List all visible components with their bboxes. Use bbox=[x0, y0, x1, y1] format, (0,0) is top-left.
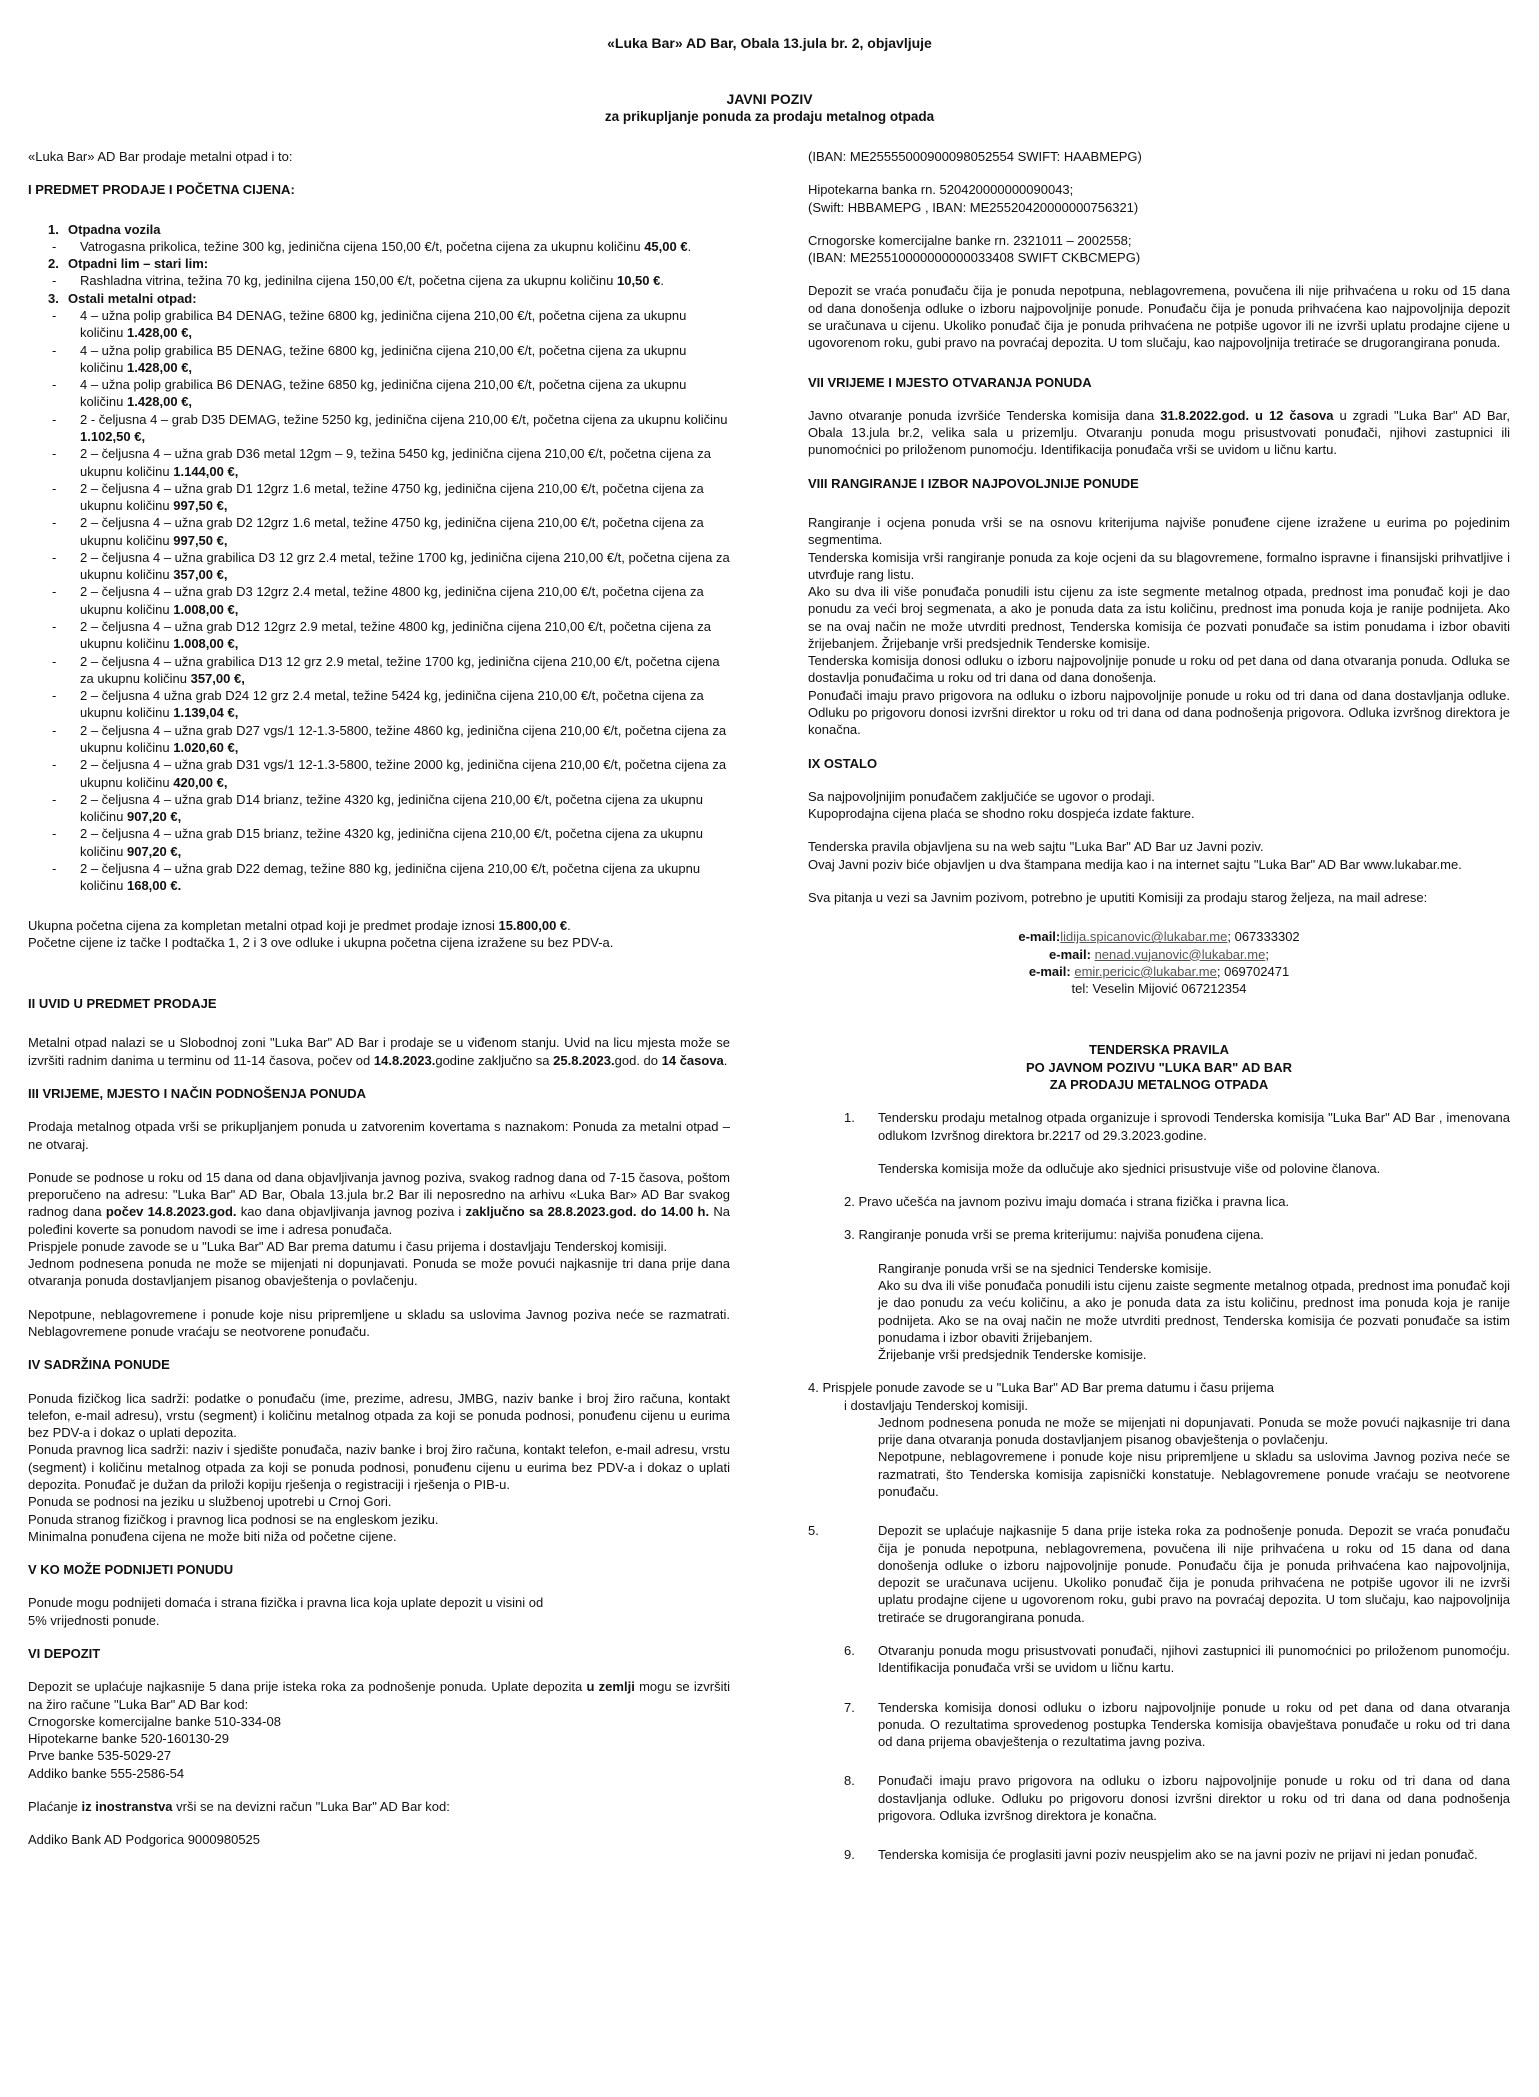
metal-item: - 2 – čeljusna 4 – užna grab D36 metal 12gm – 9, težina 5450 kg, jedinična cijena 210,00 €/t, početna cijena za ukupnu količinu 1.144,00 €, bbox=[52, 446, 711, 479]
rule-1: 1. Tendersku prodaju metalnog otpada organizuje i sprovodi Tenderska komisija "Luka Bar" AD Bar , imenovana odlukom Izvršnog direktora br.2217 od 29.3.2023.godine. bbox=[844, 1110, 1510, 1143]
metal-item: - 2 – čeljusna 4 – užna grab D12 12grz 2.9 metal, težine 4800 kg, jedinična cijena 210,00 €/t, početna cijena za ukupnu količinu 1.008,00 €, bbox=[52, 619, 711, 652]
item-vehicle: - Vatrogasna prikolica, težine 300 kg, jedinična cijena 150,00 €/t, početna cijena za ukupnu količinu 45,00 €. bbox=[52, 238, 692, 254]
item-group-2: 2. Otpadni lim – stari lim: bbox=[48, 256, 209, 272]
rule-2: 2. Pravo učešća na javnom pozivu imaju domaća i strana fizička i pravna lica. bbox=[844, 1194, 1290, 1210]
email-link-nenad[interactable]: nenad.vujanovic@lukabar.me bbox=[1094, 946, 1266, 962]
rule-9: 9. Tenderska komisija će proglasiti javni poziv neuspjelim ako se na javni poziv ne prijavi ni jedan ponuđač. bbox=[844, 1847, 1478, 1863]
bank-account-addiko: Addiko banke 555-2586-54 bbox=[28, 1765, 185, 1781]
item-sheet-metal: - Rashladna vitrina, težina 70 kg, jedinilna cijena 150,00 €/t, početna cijena za ukupnu količinu 10,50 €. bbox=[52, 273, 664, 289]
section-2-text: Metalni otpad nalazi se u Slobodnoj zoni "Luka Bar" AD Bar i prodaje se u viđenom stanju. Uvid na licu mjesta može se izvršiti radnim danima u terminu od 11-14 časova, počev od 14.8.2023.godine zaključno sa 25.8.2023.god. do 14 časova. bbox=[28, 1035, 730, 1068]
rule-5: 5. Depozit se uplaćuje najkasnije 5 dana prije isteka roka za podnošenje ponuda. Depozit se vraća ponuđaču čija je ponuda nepotpuna, neblagovremena, povučena ili nije prihvaćena u roku od 15 dana od dana donošenja odluke o izboru najpovoljnije ponude. Ponuđaču čija je ponuda prihvaćena kao najpovoljnija, depozit se uračunava ucijenu. Ukoliko ponuđač čija je ponuda prihvaćena ne potpiše ugovor ili ne izvrši uplatu prodajne cijene u ugovorenom roku, gubi pravo na povraćaj depozita. U tom slučaju, kao najpovoljnija tretiraće se drugorangirana ponuda. bbox=[808, 1523, 1510, 1625]
document-subtitle: za prikupljanje ponuda za prodaju metalnog otpada bbox=[604, 109, 935, 124]
rule-3-details: Rangiranje ponuda vrši se na sjednici Tenderske komisije. Ako su dva ili više ponuđača ponudili istu cijenu zaiste segmente metalnog otpada, prednost ima ponuđač koji je dao ponudu za veću količinu, a ako je ponuda data za istu količinu, prednost ima ponuda koja je ranije podnijeta. Ako se na ovaj način ne može utvrditi prednost, Tenderska komisija će pozvati ponuđače sa istim ponudama i izbor obaviti žrijebanjem. Žrijebanje vrši predsjednik Tenderske komisije. bbox=[878, 1260, 1510, 1363]
right-column bbox=[808, 148, 1510, 1864]
section-3-title: III VRIJEME, MJESTO I NAČIN PODNOŠENJA PONUDA bbox=[28, 1085, 367, 1101]
rule-4: 4. Prispjele ponude zavode se u "Luka Bar" AD Bar prema datumu i času prijema bbox=[808, 1380, 1274, 1396]
section-9-p4: Ovaj Javni poziv biće objavljen u dva štampana medija kao i na internet sajtu "Luka Bar" AD Bar www.lukabar.me. bbox=[808, 856, 1462, 872]
contact-3: e-mail: emir.pericic@lukabar.me; 069702471 bbox=[1028, 963, 1290, 979]
publisher-header: «Luka Bar» AD Bar, Obala 13.jula br. 2, objavljuje bbox=[607, 35, 932, 51]
metal-item: - 2 – čeljusna 4 – užna grab D31 vgs/1 12-1.3-5800, težine 2000 kg, jedinična cijena 210,00 €/t, početna cijena za ukupnu količinu 420,00 €, bbox=[52, 757, 727, 790]
item-group-3: 3. Ostali metalni otpad: bbox=[48, 290, 197, 306]
section-3-p5: Nepotpune, neblagovremene i ponude koje nisu pripremljene u skladu sa uslovima Javnog poziva neće se razmatrati. Neblagovremene ponude vraćaju se neotvorene ponuđaču. bbox=[28, 1306, 730, 1340]
rule-1-extra: Tenderska komisija može da odlučuje ako sjednici prisustvuje više od polovine članova. bbox=[878, 1160, 1381, 1176]
section-6-p2: Plaćanje iz inostranstva vrši se na devizni račun "Luka Bar" AD Bar kod: bbox=[28, 1798, 450, 1814]
section-4-p1: Ponuda fizičkog lica sadrži: podatke o ponuđaču (ime, prezime, adresu, JMBG, naziv banke i broj žiro računa, kontakt telefon, e-mail adresu), vrstu (segment) i količinu metalnog otpada za koji se ponuda podnosi, ponuđenu cijenu u eurima bez PDV-a i dokaz o uplati depozita. bbox=[28, 1390, 730, 1441]
bank-account-prva: Prve banke 535-5029-27 bbox=[28, 1748, 172, 1764]
metal-item: - 2 – čeljusna 4 – užna grab D2 12grz 1.6 metal, težine 4750 kg, jedinična cijena 210,00 €/t, početna cijena za ukupnu količinu 997,50 €, bbox=[52, 515, 704, 548]
section-8-p1: Rangiranje i ocjena ponuda vrši se na osnovu kriterijuma najviše ponuđene cijene izražene u eurima po pojedinim segmentima. bbox=[808, 514, 1510, 548]
rule-8: 8. Ponuđači imaju pravo prigovora na odluku o izboru najpovoljnije ponude u roku od tri dana od dana dostavljanja odluke. Odluku po prigovoru donosi izvršni direktor u roku od tri dana od dana podnošenja prigovora. Odluka izvršnog direktora je konačna. bbox=[844, 1773, 1510, 1823]
section-7-title: VII VRIJEME I MJESTO OTVARANJA PONUDA bbox=[808, 374, 1092, 390]
metal-items-list bbox=[28, 307, 730, 895]
metal-item: - 4 – užna polip grabilica B4 DENAG, težine 6800 kg, jedinična cijena 210,00 €/t, početna cijena za ukupnu količinu 1.428,00 €, bbox=[52, 307, 687, 341]
section-9-title: IX OSTALO bbox=[808, 755, 878, 771]
contact-1: e-mail:lidija.spicanovic@lukabar.me; 067333302 bbox=[1018, 929, 1300, 945]
metal-item: - 2 – čeljusna 4 – užna grab D14 brianz, težine 4320 kg, jedinična cijena 210,00 €/t, početna cijena za ukupnu količinu 907,20 €, bbox=[52, 791, 703, 825]
rules-title-1: TENDERSKA PRAVILA bbox=[1088, 1042, 1230, 1058]
rule-4-details: Jednom podnesena ponuda ne može se mijenjati ni dopunjavati. Ponuda se može povući najkasnije tri dana prije dana otvaranja ponuda dostavljanjem pisanog obavještenja o povlačenju. Nepotpune, neblagovremene i ponude koje nisu pripremljene u skladu sa uslovima Javnog poziva neće se razmatrati, što Tenderska komisija zapisnički konstatuje. Neblagovremene ponude vraćaju se neotvorene ponuđaču. bbox=[878, 1414, 1510, 1500]
total-note: Početne cijene iz tačke I podtačka 1, 2 i 3 ove odluke i ukupna početna cijena izražene su bez PDV-a. bbox=[28, 934, 614, 950]
hipotekarna-account: Hipotekarna banka rn. 520420000000090043; bbox=[808, 182, 1074, 198]
section-1-title: I PREDMET PRODAJE I POČETNA CIJENA: bbox=[28, 182, 295, 198]
section-9-p1: Sa najpovoljnijim ponuđačem zaključiće se ugovor o prodaji. bbox=[808, 788, 1155, 804]
section-3-p1: Prodaja metalnog otpada vrši se prikupljanjem ponuda u zatvorenim kovertama s naznakom: Ponuda za metalni otpad – ne otvaraj. bbox=[28, 1119, 730, 1152]
section-4-p4: Ponuda stranog fizičkog i pravnog lica podnosi se na engleskom jeziku. bbox=[28, 1511, 439, 1527]
section-4-p2: Ponuda pravnog lica sadrži: naziv i sjedište ponuđača, naziv banke i broj žiro računa, kontakt telefon, e-mail adresu, vrstu (segment) i količinu metalnog otpada za koji se ponuda podnosi, ponuđenu cijenu u eurima bez PDV-a i dokaz o uplati depozita. Ponuđač je dužan da priloži kopiju rješenja o registraciji i rješenja o PIB-u. bbox=[28, 1442, 730, 1492]
ckb-account: Crnogorske komercijalne banke rn. 2321011 – 2002558; bbox=[808, 232, 1132, 248]
section-5-p1: Ponude mogu podnijeti domaća i strana fizička i pravna lica koja uplate depozit u visini od 5% vrijednosti ponude. bbox=[28, 1595, 544, 1628]
metal-item: - 2 - čeljusna 4 – grab D35 DEMAG, težine 5250 kg, jedinična cijena 210,00 €/t, početna cijena za ukupnu količinu 1.102,50 €, bbox=[52, 411, 728, 444]
document-title: JAVNI POZIV bbox=[726, 91, 813, 107]
section-3-p2: Ponude se podnose u roku od 15 dana od dana objavljivanja javnog poziva, svakog radnog dana od 7-15 časova, poštom preporučeno na adresu: "Luka Bar" AD Bar, Obala 13.jula br.2 Bar ili neposredno na arhivu «Luka Bar» AD Bar svakog radnog dana počev 14.8.2023.god. kao dana objavljivanja javnog poziva i zaključno sa 28.8.2023.god. do 14.00 h. Na poleđini koverte sa ponudom navodi se ime i adresa ponuđača. bbox=[28, 1169, 730, 1237]
section-8-title: VIII RANGIRANJE I IZBOR NAJPOVOLJNIJE PONUDE bbox=[808, 475, 1139, 491]
email-link-emir[interactable]: emir.pericic@lukabar.me bbox=[1074, 963, 1217, 979]
item-group-1: 1. Otpadna vozila bbox=[48, 221, 161, 237]
section-4-title: IV SADRŽINA PONUDE bbox=[28, 1357, 170, 1373]
section-3-p4: Jednom podnesena ponuda ne može se mijenjati ni dopunjavati. Ponuda se može povući najkasnije tri dana prije dana otvaranja ponuda dostavljanjem pisanog obavještenja o povlačenju. bbox=[28, 1256, 730, 1289]
hipotekarna-iban: (Swift: HBBAMEPG , IBAN: ME25520420000000756321) bbox=[808, 199, 1139, 215]
metal-item: - 2 – čeljusna 4 – užna grab D22 demag, težine 880 kg, jedinična cijena 210,00 €/t, početna cijena za ukupnu količinu 168,00 €. bbox=[52, 860, 701, 894]
contact-2: e-mail: nenad.vujanovic@lukabar.me; bbox=[1049, 946, 1269, 962]
rule-3: 3. Rangiranje ponuda vrši se prema kriterijumu: najviša ponuđena cijena. bbox=[844, 1227, 1264, 1243]
ckb-iban: (IBAN: ME25510000000000033408 SWIFT CKBCMEPG) bbox=[808, 250, 1141, 266]
contact-block bbox=[808, 928, 1510, 997]
section-9-p5: Sva pitanja u vezi sa Javnim pozivom, potrebno je uputiti Komisiji za prodaju starog željeza, na mail adrese: bbox=[808, 890, 1428, 905]
total-price: Ukupna početna cijena za kompletan metalni otpad koji je predmet prodaje iznosi 15.800,00 €. bbox=[28, 917, 571, 933]
metal-item: - 2 – čeljusna 4 – užna grabilica D3 12 grz 2.4 metal, težine 1700 kg, jedinična cijena 210,00 €/t, početna cijena za ukupnu količinu 357,00 €, bbox=[52, 549, 730, 583]
section-6-title: VI DEPOZIT bbox=[28, 1645, 101, 1661]
section-9-p2: Kupoprodajna cijena plaća se shodno roku dospjeća izdate fakture. bbox=[808, 806, 1195, 822]
metal-item: - 2 – čeljusna 4 – užna grab D1 12grz 1.6 metal, težine 4750 kg, jedinična cijena 210,00 €/t, početna cijena za ukupnu količinu 997,50 €, bbox=[52, 480, 704, 514]
section-8-p2: Tenderska komisija vrši rangiranje ponuda za koje ocjeni da su blagovremene, formalno ispravne i finansijski prihvatljive i utvrđuje rang listu. bbox=[808, 549, 1510, 582]
rules-title-3: ZA PRODAJU METALNOG OTPADA bbox=[1049, 1076, 1269, 1092]
intro-text: «Luka Bar» AD Bar prodaje metalni otpad i to: bbox=[28, 149, 293, 164]
rule-6: 6. Otvaranju ponuda mogu prisustvovati ponuđači, njihovi zastupnici ili punomoćnici po priloženom punomoćju. Identifikacija ponuđača vrši se uvidom u ličnu kartu. bbox=[844, 1643, 1510, 1676]
contact-4: tel: Veselin Mijović 067212354 bbox=[1071, 981, 1247, 997]
bank-account-hipo: Hipotekarne banke 520-160130-29 bbox=[28, 1731, 229, 1747]
metal-item: - 4 – užna polip grabilica B6 DENAG, težine 6850 kg, jedinična cijena 210,00 €/t, početna cijena za ukupnu količinu 1.428,00 €, bbox=[52, 377, 687, 410]
section-4-p5: Minimalna ponuđena cijena ne može biti niža od početne cijene. bbox=[28, 1528, 397, 1544]
section-3-p3: Prispjele ponude zavode se u "Luka Bar" AD Bar prema datumu i času prijema i dostavljaju Tenderskoj komisiji. bbox=[28, 1238, 668, 1254]
metal-item: - 2 – čeljusna 4 – užna grab D3 12grz 2.4 metal, težine 4800 kg, jedinična cijena 210,00 €/t, početna cijena za ukupnu količinu 1.008,00 €, bbox=[52, 584, 704, 617]
metal-item: - 2 – čeljusna 4 – užna grab D27 vgs/1 12-1.3-5800, težine 4860 kg, jedinična cijena 210,00 €/t, početna cijena za ukupnu količinu 1.020,60 €, bbox=[52, 722, 727, 755]
section-8-p3: Ako su dva ili više ponuđača ponudili istu cijenu za iste segmente metalnog otpada, prednost ima ponuđač koji je dao ponudu za veći broj segmenata, a ako je ponuda data za istu količinu, prednost ima ponuda koja je ranije podnijeta. Ako se na ovaj način ne može utvrditi prednost, Tenderska komisija će pozvati ponuđače sa istim ponudama i izbor obaviti žrijebanjem. Žrijebanje vrši predsjednik Tenderske komisije. bbox=[808, 584, 1510, 651]
rule-4-b: i dostavljaju Tenderskoj komisiji. bbox=[844, 1397, 1029, 1413]
section-6-p1: Depozit se uplaćuje najkasnije 5 dana prije isteka roka za podnošenje ponuda. Uplate depozita u zemlji mogu se izvršiti na žiro račune "Luka Bar" AD Bar kod: bbox=[28, 1679, 730, 1712]
metal-item: - 2 – čeljusna 4 užna grab D24 12 grz 2.4 metal, težine 5424 kg, jedinična cijena 210,00 €/t, početna cijena za ukupnu količinu 1.139,04 €, bbox=[52, 688, 704, 721]
left-column bbox=[28, 148, 730, 1849]
section-5-title: V KO MOŽE PODNIJETI PONUDU bbox=[28, 1562, 234, 1578]
rules-title-2: PO JAVNOM POZIVU "LUKA BAR" AD BAR bbox=[1025, 1059, 1293, 1075]
section-9-p3: Tenderska pravila objavljena su na web sajtu "Luka Bar" AD Bar uz Javni poziv. bbox=[808, 839, 1264, 855]
rule-7: 7. Tenderska komisija donosi odluku o izboru najpovoljnije ponude u roku od pet dana od dana otvaranja ponuda. O rezultatima sprovedenog postupka Tenderska komisija obavještava ponuđače u roku od tri dana od dana prijema obavještenja o rezultatima javng poziva. bbox=[844, 1699, 1510, 1750]
metal-item: - 2 – čeljusna 4 – užna grabilica D13 12 grz 2.9 metal, težine 1700 kg, jedinična cijena 210,00 €/t, početna cijena za ukupnu količinu 357,00 €, bbox=[52, 653, 720, 686]
iban-addiko: (IBAN: ME25555000900098052554 SWIFT: HAABMEPG) bbox=[808, 149, 1142, 164]
metal-item: - 2 – čeljusna 4 – užna grab D15 brianz, težine 4320 kg, jedinična cijena 210,00 €/t, početna cijena za ukupnu količinu 907,20 €, bbox=[52, 826, 703, 859]
section-6-p3: Addiko Bank AD Podgorica 9000980525 bbox=[28, 1832, 261, 1848]
section-8-p4: Tenderska komisija donosi odluku o izboru najpovoljnije ponude u roku od pet dana od dana otvaranja ponuda. Odluka se dostavlja ponuđačima u roku od tri dana od dana donošenja. bbox=[808, 653, 1510, 686]
email-link-lidija[interactable]: lidija.spicanovic@lukabar.me bbox=[1060, 929, 1228, 945]
bank-account-ckb: Crnogorske komercijalne banke 510-334-08 bbox=[28, 1713, 281, 1729]
section-8-p5: Ponuđači imaju pravo prigovora na odluku o izboru najpovoljnije ponude u roku od tri dana od dana dostavljanja odluke. Odluku po prigovoru donosi izvršni direktor u roku od tri dana od dana podnošenja prigovora. Odluka izvršnog direktora je konačna. bbox=[808, 687, 1510, 738]
section-2-title: II UVID U PREDMET PRODAJE bbox=[28, 996, 217, 1012]
section-7-text: Javno otvaranje ponuda izvršiće Tenderska komisija dana 31.8.2022.god. u 12 časova u zgradi "Luka Bar" AD Bar, Obala 13.jula br.2, velika sala u prizemlju. Otvaranju ponuda mogu prisustvovati ponuđači, njihovi zastupnici ili punomoćnici po priloženom punomoćju. Identifikacija ponuđača vrši se uvidom u ličnu kartu. bbox=[808, 407, 1510, 458]
metal-item: - 4 – užna polip grabilica B5 DENAG, težine 6800 kg, jedinična cijena 210,00 €/t, početna cijena za ukupnu količinu 1.428,00 €, bbox=[52, 342, 687, 375]
deposit-return-text: Depozit se vraća ponuđaču čija je ponuda nepotpuna, neblagovremena, povučena ili nije prihvaćena u roku od 15 dana od dana donošenja odluke o izboru najpovoljnije ponude. Ponuđaču čija je ponuda prihvaćena kao najpovoljnija depozit se uračunava u cijenu. Ukoliko ponuđač čija je ponuda prihvaćena ne potpiše ugovor ili ne izvrši uplatu prodajne cijene u ugovorenom roku, gubi pravo na povraćaj depozita. U tom slučaju, kao najpovoljnija tretiraće se drugorangirana ponuda. bbox=[808, 283, 1510, 351]
section-4-p3: Ponuda se podnosi na jeziku u službenoj upotrebi u Crnoj Gori. bbox=[28, 1494, 392, 1510]
